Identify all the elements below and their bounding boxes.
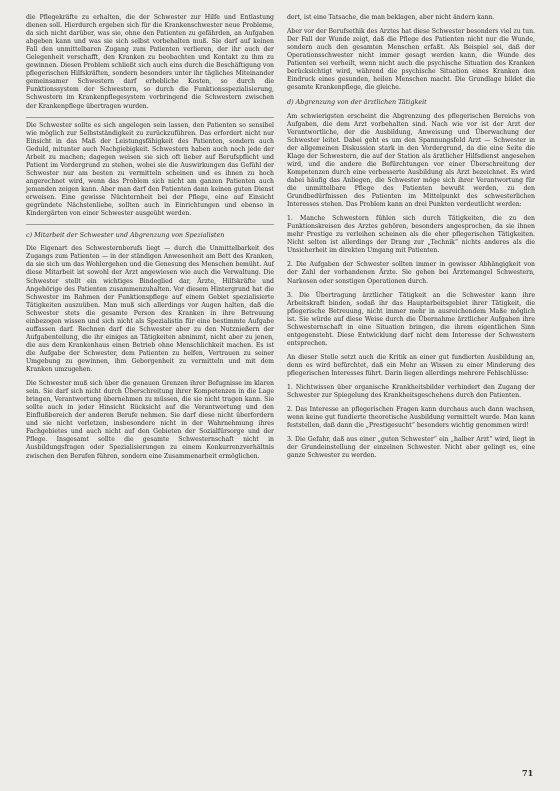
- section-heading-c: c) Mitarbeit der Schwester und Abgrenzung von Spezialisten: [26, 231, 225, 240]
- list-item: 2. Die Aufgaben der Schwester sollten immer in gewisser Abhängigkeit von der Zahl der vorhandenen Ärzte. Sie gehen bei Ärztemangel Schwestern, Narkosen oder sonstigen Operationen durch.: [287, 261, 535, 285]
- paragraph: Die Eigenart des Schwesternberufs liegt — durch die Unmittelbarkeit des Zugangs zum Patienten — in der ständigen Anwesenheit am Bett des Kranken, da sie sich um das Wohlergehen und die Genesung des Menschen bemüht. Auf diese Mitarbeit ist sowohl der Arzt angewiesen wie auch die Verwaltung. Die Schwester stellt ein wichtiges Bindeglied dar, Ärzte, Hilfskräfte und Angehörige des Patienten zusammenzuhalten. Vor diesem Hintergrund hat die Schwester im Rahmen der Funktionspflege auf einem Gebiet spezialisierte Tätigkeiten auszuüben. Man muß sich allerdings vor Augen halten, daß die Schwester stets die gesamte Person des Kranken in ihre Betreuung einbezogen wissen und sich nicht als Spezialistin für eine bestimmte Aufgabe auffassen darf. Rechnen darf die Schwester aber zu den Nutznießern der Aufgabenteilung, die ihr einiges an Tätigkeiten abnimmt, nicht aber zu jenen, die aus dem Krankenhaus einen Betrieb ohne Menschlichkeit machen. Es ist die Aufgabe der Schwester, dem Patienten zu helfen, Vertrauen zu seiner Umgebung zu gewinnen, ihm Geborgenheit zu vermitteln und mit dem Kranken umzugehen.: [26, 245, 274, 374]
- numbered-list: [287, 215, 535, 348]
- list-item: 1. Nichtwissen über organische Krankheitsbilder verhindert den Zugang der Schwester zur Spiegelung des Krankheitsgeschehens durch den Patienten.: [287, 384, 535, 400]
- list-item: 1. Manche Schwestern fühlen sich durch Tätigkeiten, die zu den Funktionskreisen des Arztes gehören, besonders angesprochen, da sie ihnen mehr Prestige zu verleihen scheinen als die eher pflegerischen Tätigkeiten. Nicht selten ist allerdings der Drang zur „Technik“ nichts anderes als die Unsicherheit im direkten Umgang mit Patienten.: [287, 215, 535, 255]
- list-item: 3. Die Übertragung ärztlicher Tätigkeit an die Schwester kann ihre Arbeitskraft binden, sodaß ihr das Hauptarbeitsgebiet ihrer Tätigkeit, die pflegerische Betreuung, nicht immer mehr in ausreichendem Maße möglich ist. Sie würde auf diese Weise durch die Übernahme ärztlicher Aufgaben ihre Schwesternschaft in eine Situation bringen, die ihrem eigentlichen Sinn entgegensteht. Diese Entwicklung darf nicht dem Interesse der Schwestern entsprechen.: [287, 291, 535, 347]
- paragraph: Die Schwester muß sich über die genauen Grenzen ihrer Befugnisse im klaren sein. Sie darf sich nicht durch Überschreitung ihrer Kompetenzen in die Lage bringen, Verantwortung übernehmen zu müssen, die sie nicht tragen kann. Sie sollte auch in jeder Hinsicht Rücksicht auf die Verantwortung und den Einflußbereich der anderen Berufe nehmen. Sie darf diese nicht überfordern und sie nicht verletzen, insbesondere nicht in der Wahrnehmung ihres Fachgebietes und auch nicht auf den Gebieten der Sozialfürsorge und der Pflege. Insgesamt sollte die gesamte Schwesternschaft nicht in Ausbildungsfragen oder Spezialisierungen zu einem Konkurrenzverhältnis zwischen den Berufen führen, sondern eine Zusammenarbeit ermöglichen.: [26, 380, 274, 460]
- paragraph: An dieser Stelle setzt auch die Kritik an einer gut fundierten Ausbildung an, denn es wird befürchtet, daß ein Mehr an Wissen zu einer Minderung des pflegerischen Interesses führt. Darin liegen allerdings mehrere Fehlschlüsse:: [287, 353, 535, 377]
- paragraph: Am schwierigsten erscheint die Abgrenzung des pflegerischen Bereichs von Aufgaben, die dem Arzt vorbehalten sind. Nach wie vor ist der Arzt der Verantwortliche, der die Ausbildung, Anweisung und Überwachung der Schwester leitet. Dabei geht es um den Spannungsfeld Arzt — Schwester in der allgemeinen Diskussion stark in den Vordergrund, da die eine Seite die Klage der Schwestern, die auf der Station als ärztlicher Hilfsdienst angesehen wird, und die andere die Befürchtungen vor einer Überschreitung der Kompetenzen durch eine verbesserte Ausbildung als Arzt bezeichnet. Es wird dabei häufig das Anliegen, die Schwester möge sich ihrer Verantwortung für die unmittelbare Pflege des Patienten bewußt werden, zu den Grundbedürfnissen des Patienten im Mittelpunkt des schwesterlichen Interesses stehen. Das Problem kann an drei Punkten verdeutlicht werden:: [287, 112, 535, 209]
- separator-line: [26, 117, 274, 118]
- paragraph: dert, ist eine Tatsache, die man beklagen, aber nicht ändern kann.: [287, 14, 495, 21]
- separator-line: [26, 224, 274, 225]
- paragraph: die Pflegekräfte zu erhalten, die der Schwester zur Hilfe und Entlastung dienen soll. Hierdurch ergeben sich für die Krankenschwester neue Probleme, da sich nicht darüber, was sie, ohne den Patienten zu gefährden, an Aufgaben abgeben kann und was sie sich selbst vorbehalten muß. Sie darf auf keinen Fall den unmittelbaren Zugang zum Patienten verlieren, der ihr auch der Gelegenheit verschafft, den Kranken zu beobachten und Kontakt zu ihm zu gewinnen. Diesen Problem schließt sich auch eins durch die Beschäftigung von pflegerischen Hilfskräften, sondern besonders unter ihr tägliches Miteinander gemeinsamer Schwestern darf erhebliche Kosten, so durch die Funktionssystem der Schwestern, so durch die Funktionsspezialisierung, Schwestern im Krankenpflegesystem vorbringend die Schwestern zwischen der Krankenpflege übertragen wurden.: [26, 14, 274, 110]
- list-item: 3. Die Gefahr, daß aus einer „guten Schwester“ ein „halber Arzt“ wird, liegt in der Grundeinstellung der einzelnen Schwester. Nicht aber gelingt es, eine ganze Schwester zu werden.: [287, 436, 535, 460]
- list-item: 2. Das Interesse an pflegerischen Fragen kann durchaus auch dann wachsen, wenn keine gut fundierte theoretische Ausbildung vermittelt wurde. Man kann feststellen, daß dann die „Prestigesucht“ besonders wichtig genommen wird!: [287, 406, 535, 430]
- section-heading-d: d) Abgrenzung von der ärztlichen Tätigkeit: [287, 98, 427, 107]
- right-column: [287, 14, 535, 466]
- page-number: 71: [522, 768, 534, 778]
- paragraph: Die Schwester sollte es sich angelegen sein lassen, den Patienten so sensibel wie möglich zur Selbstständigkeit zu zurückzuführen. Das erfordert nicht nur Einsicht in das Maß der Leistungsfähigkeit des Patienten, sondern auch Geduld, mitunter auch Nachgiebigkeit. Schwestern haben auch noch jede der Arbeit zu machen; dagegen weisen sie sich oft lieber auf Berufspflicht und Patient im Vordergrund zu stehen, wobei sie die Auswirkungen das Gefühl der Schwester nur am besten zu vermitteln scheinen und es ihnen zu hoch angerechnet wird, wenn das Problem sich nicht am ganzen Patienten auch jemanden zeigen kann. Aber man darf den Patienten dann keinen guten Dienst erweisen. Eine gewisse Nüchternheit bei der Pflege, eine auf Einsicht gegründete Nächstenliebe, sollten auch in Einrichtungen und ebenso in Kindergärten von einer Schwester ausgeübt werden.: [26, 121, 274, 218]
- left-column: [26, 14, 274, 467]
- numbered-list: [287, 384, 535, 460]
- paragraph: Aber vor der Berufsethik des Arztes hat diese Schwester besonders viel zu tun. Der Fall der Wunde zeigt, daß die Pflege des Patienten nicht nur die Wunde, sondern auch den gesamten Menschen erfaßt. Als Beispiel sei, daß der Operationsschwester nicht immer gesagt werden kann, die Wunde des Patienten sei verheilt, wenn nicht auch die psychische Situation des Kranken berücksichtigt wird, während die psychische Situation eines Kranken den Eindruck eines gesunden, heilen Menschen macht. Die Grundlage bildet die gesamte Krankenpflege, die gleiche.: [287, 28, 535, 92]
